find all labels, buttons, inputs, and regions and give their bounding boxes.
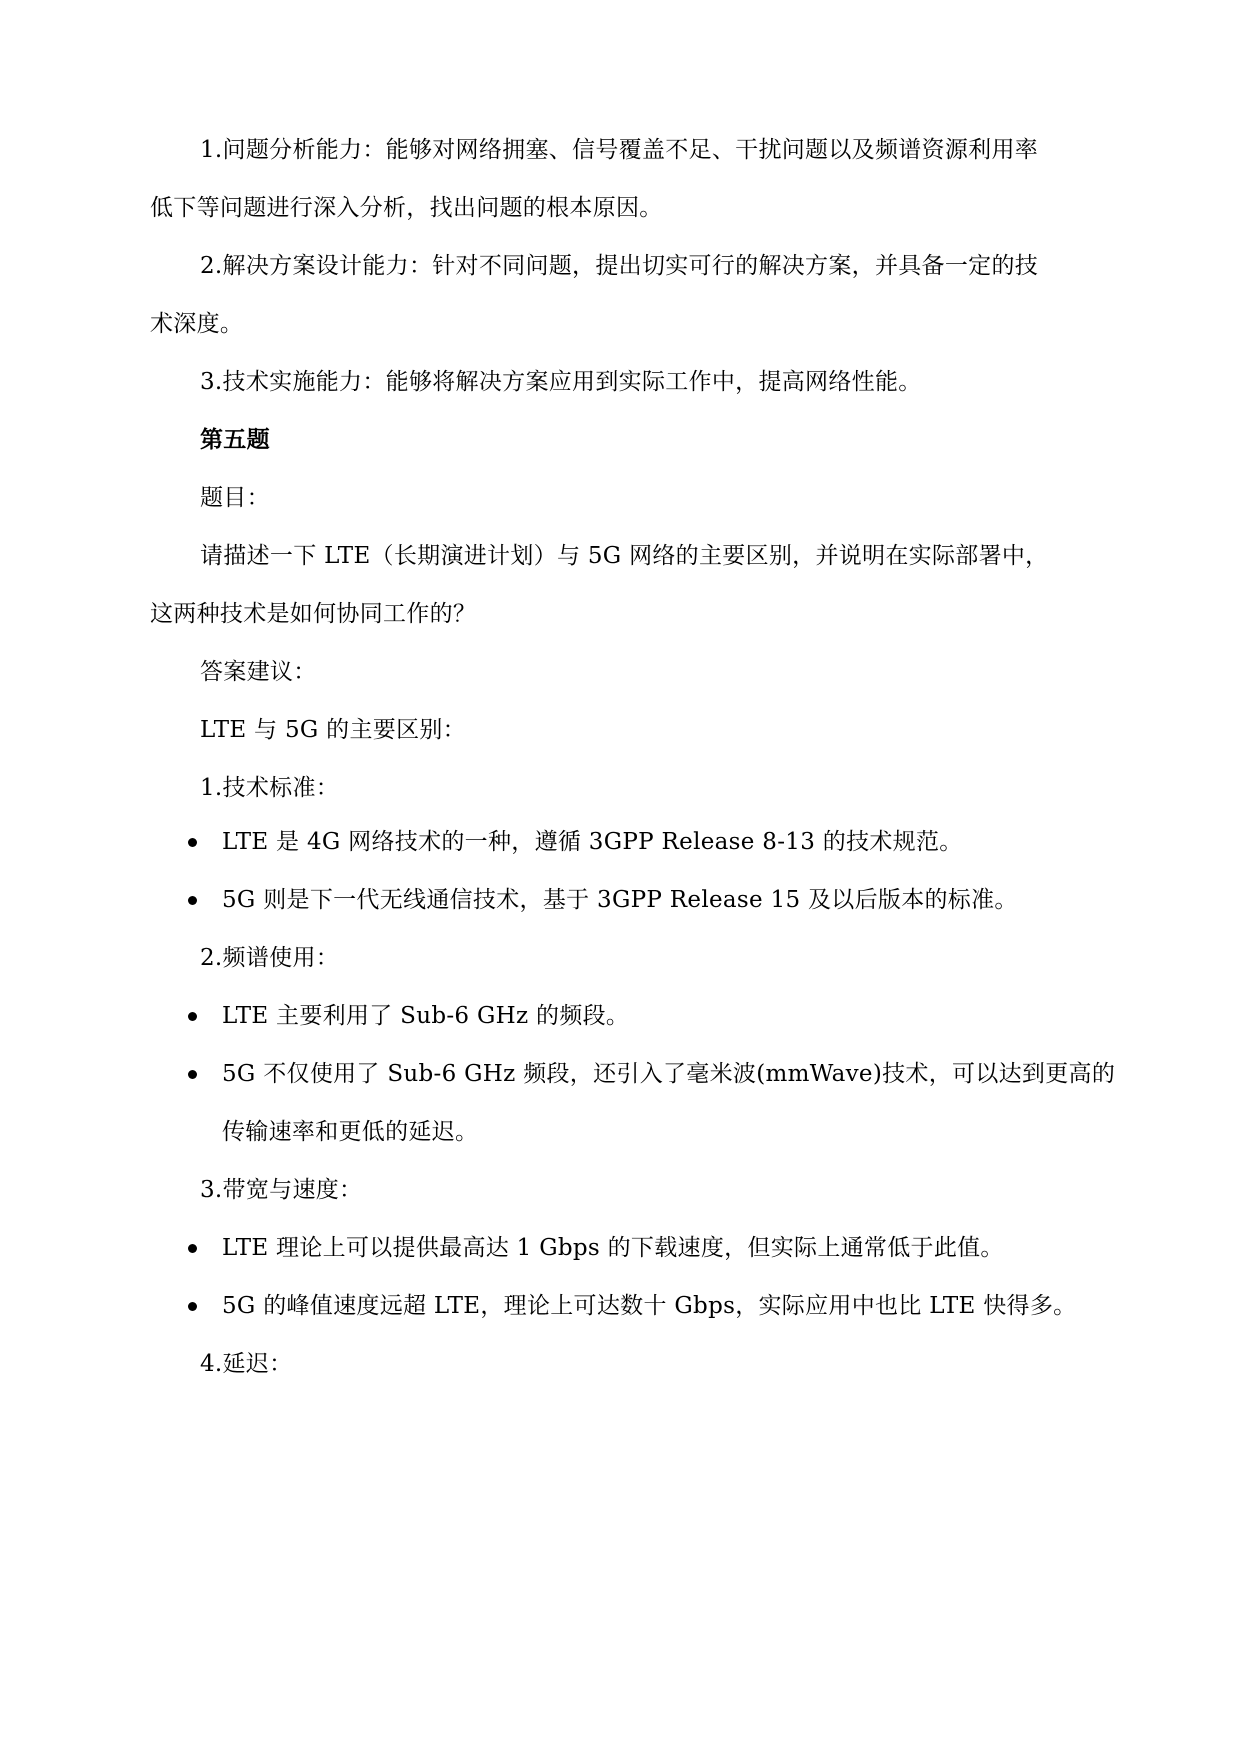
bullet-spectrum-5g-line-1: 5G 不仅使用了 Sub-6 GHz 频段，还引入了毫米波(mmWave)技术，可以达到更高的 bbox=[222, 1061, 1116, 1087]
bullet-standards-5g: 5G 则是下一代无线通信技术，基于 3GPP Release 15 及以后版本的标准。 bbox=[222, 887, 1018, 913]
bullet-bandwidth-5g: 5G 的峰值速度远超 LTE，理论上可达数十 Gbps，实际应用中也比 LTE 快得多。 bbox=[222, 1293, 1077, 1319]
ability-item-3: 3.技术实施能力：能够将解决方案应用到实际工作中，提高网络性能。 bbox=[200, 369, 922, 395]
bullet-spectrum-lte: LTE 主要利用了 Sub-6 GHz 的频段。 bbox=[222, 1003, 630, 1029]
bullet-icon bbox=[188, 1012, 197, 1021]
ability-item-1-line-1: 1.问题分析能力：能够对网络拥塞、信号覆盖不足、干扰问题以及频谱资源利用率 bbox=[200, 137, 1039, 163]
answer-label: 答案建议： bbox=[200, 659, 317, 685]
bullet-standards-lte: LTE 是 4G 网络技术的一种，遵循 3GPP Release 8-13 的技术规范。 bbox=[222, 829, 963, 855]
ability-item-1-line-2: 低下等问题进行深入分析，找出问题的根本原因。 bbox=[150, 195, 663, 221]
bullet-icon bbox=[188, 1244, 197, 1253]
bullet-spectrum-5g-line-2: 传输速率和更低的延迟。 bbox=[222, 1119, 479, 1145]
sub-title-bandwidth: 3.带宽与速度： bbox=[200, 1177, 363, 1203]
bullet-bandwidth-lte: LTE 理论上可以提供最高达 1 Gbps 的下载速度，但实际上通常低于此值。 bbox=[222, 1235, 1004, 1261]
question-text-line-1: 请描述一下 LTE（长期演进计划）与 5G 网络的主要区别，并说明在实际部署中， bbox=[200, 543, 1049, 569]
bullet-icon bbox=[188, 1302, 197, 1311]
sub-title-spectrum: 2.频谱使用： bbox=[200, 945, 340, 971]
bullet-icon bbox=[188, 1070, 197, 1079]
sub-title-latency: 4.延迟： bbox=[200, 1351, 293, 1377]
sub-title-standards: 1.技术标准： bbox=[200, 775, 340, 801]
ability-item-2-line-2: 术深度。 bbox=[150, 311, 244, 337]
question-label: 题目： bbox=[200, 485, 270, 511]
question-text-line-2: 这两种技术是如何协同工作的？ bbox=[150, 601, 477, 627]
bullet-icon bbox=[188, 896, 197, 905]
differences-title: LTE 与 5G 的主要区别： bbox=[200, 717, 466, 743]
bullet-icon bbox=[188, 838, 197, 847]
ability-item-2-line-1: 2.解决方案设计能力：针对不同问题，提出切实可行的解决方案，并具备一定的技 bbox=[200, 253, 1039, 279]
question-heading: 第五题 bbox=[200, 427, 270, 453]
